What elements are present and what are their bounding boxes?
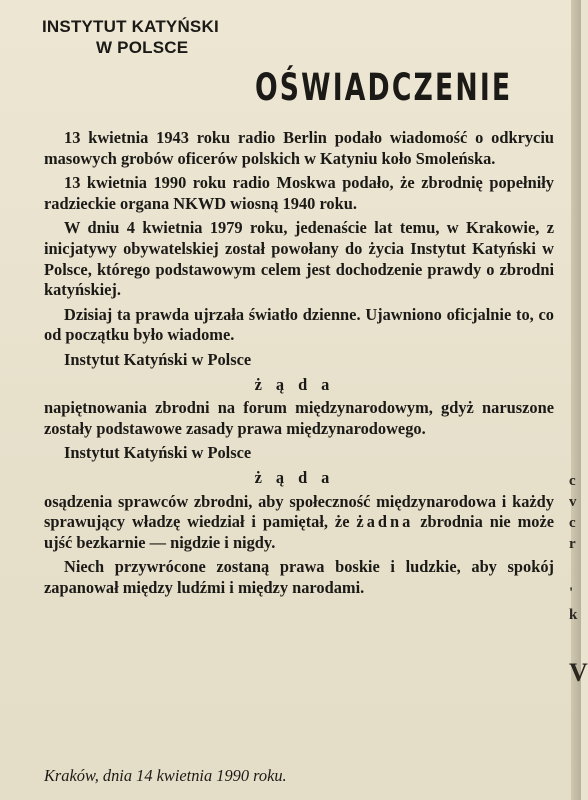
demand2-subject: Instytut Katyński w Polsce	[64, 443, 252, 463]
demand1-text: napiętnowania zbrodni na forum międzynarodowym, gdyż naruszone zostały podstawowe zasady prawa międzynarodowego.	[44, 398, 554, 438]
margin-fragment: '	[569, 585, 574, 601]
institute-name-line2: W POLSCE	[96, 38, 189, 57]
demand1-subject: Instytut Katyński w Polsce	[64, 349, 252, 369]
signoff-date-place: Kraków, dnia 14 kwietnia 1990 roku.	[44, 766, 287, 785]
institute-name-line1: INSTYTUT KATYŃSKI	[42, 17, 219, 36]
demand2-text-part-b: zbrodnia nie może ujść bezkarnie — nigdzie i nigdy.	[44, 512, 554, 552]
demand2-text-emphasis: żadna	[356, 512, 414, 532]
statement-body	[44, 128, 554, 602]
margin-fragment: v	[569, 494, 577, 510]
paragraph-final: Niech przywrócone zostaną prawa boskie i ludzkie, aby spokój zapanował między ludźmi i między narodami.	[44, 557, 554, 597]
paragraph-berlin: 13 kwietnia 1943 roku radio Berlin podało wiadomość o odkryciu masowych grobów oficerów polskich w Katyniu koło Smoleńska.	[44, 128, 554, 168]
demand1-verb: żąda	[254, 374, 344, 394]
paragraph-institute-founding: W dniu 4 kwietnia 1979 roku, jedenaście lat temu, w Krakowie, z inicjatywy obywatelskiej został powołany do życia Instytut Katyński w Polsce, którego podstawowym celem jest dochodzenie prawdy o zbrodni katyńskiej.	[44, 218, 554, 300]
paragraph-truth: Dzisiaj ta prawda ujrzała światło dzienne. Ujawniono oficjalnie to, co od początku było wiadome.	[44, 304, 554, 345]
document-title: OŚWIADCZENIE	[255, 66, 513, 109]
institute-header	[42, 16, 219, 58]
demand2-text-part-a: osądzenia sprawców zbrodni, aby społeczność międzynarodowa i każdy sprawujący władzę wiedział i pamiętał, że	[44, 491, 554, 532]
margin-fragment: c	[569, 473, 576, 489]
paragraph-moscow: 13 kwietnia 1990 roku radio Moskwa podało, że zbrodnię popełniły radzieckie organa NKWD wiosną 1940 roku.	[44, 173, 554, 213]
demand2-text	[44, 492, 554, 554]
margin-fragment: V	[569, 658, 588, 687]
margin-fragment: c	[569, 515, 576, 531]
margin-fragment: k	[569, 607, 578, 623]
demand2-verb: żąda	[254, 467, 344, 487]
margin-fragment: r	[569, 536, 576, 552]
